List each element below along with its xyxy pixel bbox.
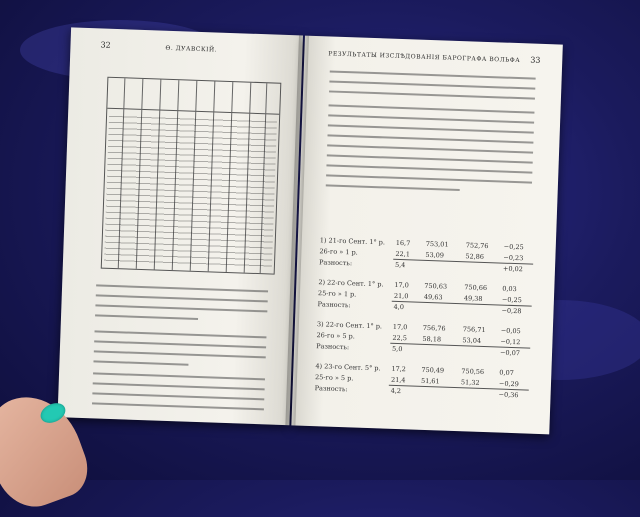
row-label: 26-го » 1 р. — [319, 247, 358, 257]
row-label: 3) 22-го Сент. 1° р. — [316, 320, 383, 331]
row-difference: −0,05 — [500, 326, 521, 336]
row-value-b: 750,56 — [461, 367, 485, 377]
row-temperature: 17,0 — [392, 322, 408, 332]
row-value-a: 750,63 — [424, 281, 448, 291]
left-running-head: Ө. ДУАВСКІЙ. — [165, 44, 218, 54]
row-value-b: 750,66 — [464, 283, 488, 293]
row-label: 26-го » 5 р. — [316, 331, 355, 341]
row-difference: −0,23 — [503, 253, 524, 263]
row-difference: −0,25 — [503, 242, 524, 252]
right-running-head: РЕЗУЛЬТАТЫ ИЗСЛѢДОВАНІЯ БАРОГРАФА ВОЛЬФА — [328, 50, 521, 65]
row-temperature: 4,0 — [393, 302, 405, 312]
row-label: 1) 21-го Сент. 1° р. — [319, 236, 386, 247]
row-value-b: 52,86 — [465, 252, 485, 261]
data-table — [101, 77, 282, 275]
row-value-a: 58,18 — [422, 334, 442, 344]
body-text — [325, 70, 535, 201]
row-temperature: 22,5 — [392, 333, 408, 343]
open-book — [57, 27, 571, 444]
row-value-b: 53,04 — [462, 336, 482, 345]
row-label: Разность: — [316, 342, 350, 352]
row-difference: −0,36 — [498, 390, 519, 400]
row-value-b: 756,71 — [462, 325, 486, 335]
row-temperature: 17,0 — [394, 280, 409, 290]
row-difference: −0,25 — [501, 295, 522, 305]
row-difference: −0,28 — [501, 306, 522, 316]
row-value-a: 51,61 — [420, 376, 440, 386]
right-page-number: 33 — [530, 55, 541, 65]
row-label: 25-го » 5 р. — [314, 373, 354, 383]
row-value-a: 750,49 — [421, 365, 445, 375]
row-label: 4) 23-го Сент. 5° р. — [315, 362, 381, 373]
row-label: Разность: — [314, 384, 348, 394]
row-temperature: 17,2 — [391, 364, 407, 374]
row-value-b: 752,76 — [465, 241, 489, 251]
right-page — [291, 36, 562, 435]
row-temperature: 5,0 — [391, 344, 403, 354]
row-temperature: 4,2 — [390, 386, 402, 396]
row-value-a: 49,63 — [423, 292, 443, 302]
row-value-a: 753,01 — [425, 239, 449, 249]
row-label: 25-го » 1 р. — [317, 289, 357, 299]
row-temperature: 21,0 — [393, 291, 409, 301]
row-value-b: 49,38 — [463, 294, 483, 303]
body-text — [92, 284, 268, 418]
row-difference: 0,07 — [499, 368, 514, 378]
row-difference: +0,02 — [502, 264, 524, 274]
row-label: Разность: — [317, 300, 351, 310]
row-temperature: 21,4 — [390, 375, 406, 385]
row-label: 2) 22-го Сент. 1° р. — [318, 278, 384, 289]
row-difference: 0,03 — [502, 284, 517, 294]
left-page — [58, 27, 303, 425]
row-value-a: 756,76 — [422, 323, 446, 333]
row-temperature: 22,1 — [395, 249, 411, 259]
row-temperature: 16,7 — [395, 238, 411, 248]
row-difference: −0,12 — [500, 337, 521, 347]
row-temperature: 5,4 — [394, 260, 406, 270]
row-difference: −0,29 — [498, 379, 520, 389]
row-value-a: 53,09 — [425, 250, 445, 260]
left-page-number: 32 — [100, 40, 111, 50]
row-difference: −0,07 — [499, 348, 521, 358]
row-value-b: 51,32 — [460, 378, 480, 387]
row-label: Разность: — [318, 258, 353, 268]
